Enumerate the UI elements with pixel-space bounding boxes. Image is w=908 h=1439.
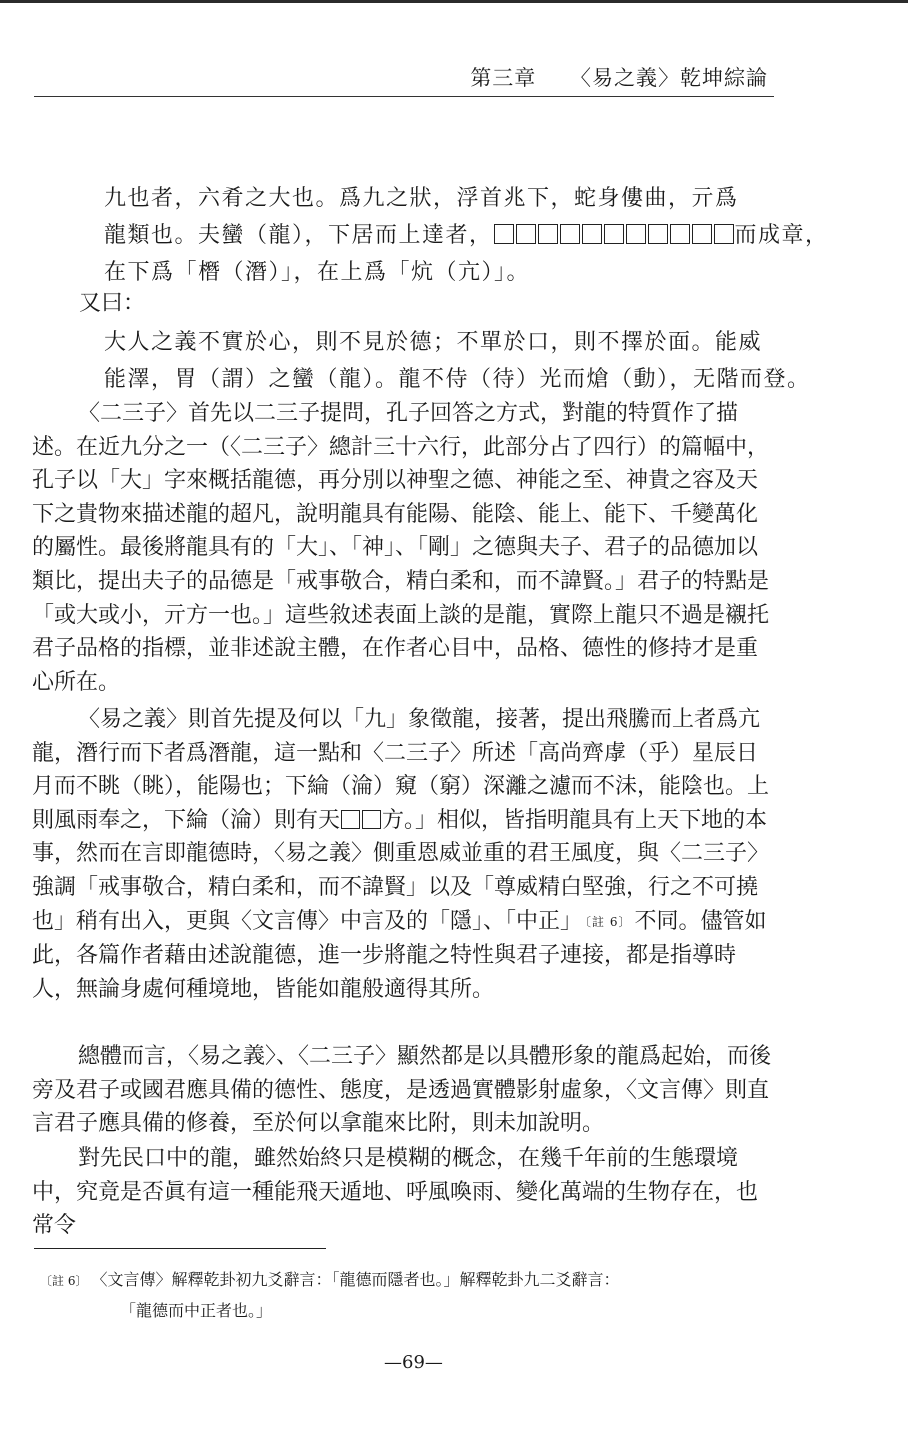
paragraph-4 <box>32 1142 777 1243</box>
paragraph-3 <box>32 1040 777 1141</box>
missing-char-box <box>604 224 624 244</box>
footnote-ref[interactable]: 〔註 6〕 <box>585 914 632 929</box>
paragraph-2 <box>32 703 777 1006</box>
missing-char-box <box>714 224 734 244</box>
missing-char-box <box>341 810 360 829</box>
quote2-line2: 能澤，胃（謂）之蠻（龍）。龍不侍（待）光而熗（動），无階而登。 <box>104 367 811 392</box>
paragraph-2-text-a: 〈易之義〉則首先提及何以「九」象徵龍，接著，提出飛騰而上者爲亢龍，潛行而下者爲潛龍，這一點和〈二三子〉所述「高尚齊虖（乎）星辰日月而不眺（眺），能陽也；下綸（淪）窺（窮）深灕之濾而不沬，能陰也。上則風雨奉之，下綸（淪）則有天 <box>32 707 770 833</box>
running-header <box>470 62 768 92</box>
paragraph-2-text-c: 不同。儘管如此，各篇作者藉由述說龍德，進一步將龍之特性與君子連接，都是指導時人，無論身處何種境地，皆能如龍般適得其所。 <box>32 908 767 1002</box>
footnote-mark: 〔註 6〕 <box>40 1274 88 1288</box>
header-rule <box>34 96 774 97</box>
quote1-line1: 九也者，六肴之大也。爲九之狀，浮首兆下，蛇身僂曲，亓爲 <box>104 186 739 211</box>
missing-char-box <box>582 224 602 244</box>
page-number: —69— <box>384 1352 443 1373</box>
paragraph-4-text: 對先民口中的龍，雖然始終只是模糊的概念，在幾千年前的生態環境中，究竟是否眞有這一種能飛天遁地、呼風喚雨、變化萬端的生物存在，也常令 <box>32 1146 759 1239</box>
missing-char-box <box>626 224 646 244</box>
missing-char-box <box>560 224 580 244</box>
missing-characters <box>493 223 735 248</box>
missing-char-box <box>362 810 381 829</box>
footnote-line2: 「龍德而中正者也。」 <box>120 1301 273 1320</box>
missing-char-box <box>516 224 536 244</box>
missing-char-box <box>538 224 558 244</box>
paragraph-1-text: 〈二三子〉首先以二三子提問，孔子回答之方式，對龍的特質作了描述。在近九分之一（〈二三子〉總計三十六行，此部分占了四行）的篇幅中，孔子以「大」字來概括龍德，再分別以神聖之德、神能之至、神貴之容及天下之貴物來描述龍的超凡，說明龍具有能陽、能陰、能上、能下、千變萬化的屬性。最後將龍具有的「大」、「神」、「剛」之德與夫子、君子的品德加以類比，提出夫子的品德是「戒事敬合，精白柔和，而不諱賢。」君子的特點是「或大或小，亓方一也。」這些敘述表面上談的是龍，實際上龍只不過是襯托君子品格的指標，並非述說主體，在作者心目中，品格、德性的修持才是重心所在。 <box>32 401 770 695</box>
paragraph-1 <box>32 397 777 699</box>
missing-char-box <box>648 224 668 244</box>
footnote <box>40 1265 780 1326</box>
chapter-title: 〈易之義〉乾坤綜論 <box>570 66 768 90</box>
missing-char-box <box>670 224 690 244</box>
missing-char-box <box>692 224 712 244</box>
quote1-line2 <box>104 218 829 249</box>
quote1-line2-end: 而成章， <box>734 223 829 248</box>
you-yue-label: 又曰： <box>79 291 146 316</box>
top-border-rule <box>0 0 908 3</box>
quote1-line3: 在下爲「橬（潛）」，在上爲「炕（亢）」。 <box>104 260 531 285</box>
quote2-line1: 大人之義不實於心，則不見於德；不單於口，則不擇於面。能威 <box>104 330 763 355</box>
quote1-line2-start: 龍類也。夫蠻（龍），下居而上達者， <box>104 223 493 248</box>
footnote-line1: 〈文言傳〉解釋乾卦初九爻辭言：「龍德而隱者也。」解釋乾卦九二爻辭言： <box>99 1270 620 1289</box>
footnote-rule <box>34 1248 326 1249</box>
missing-char-box <box>494 224 514 244</box>
paragraph-3-text: 總體而言，〈易之義〉、〈二三子〉顯然都是以具體形象的龍爲起始，而後旁及君子或國君應具備的德性、態度，是透過實體影射虛象，〈文言傳〉則直言君子應具備的修養，至於何以拿龍來比附，則未加說明。 <box>32 1044 772 1137</box>
chapter-label: 第三章 <box>470 66 537 90</box>
paragraph-2-text-b: 方。」相似，皆指明龍具有上天下地的本事，然而在言即龍德時，〈易之義〉側重恩威並重的君王風度，與〈二三子〉強調「戒事敬合，精白柔和，而不諱賢」以及「尊威精白堅強，行之不可撓也」稍有出入，更與〈文言傳〉中言及的「隱」、「中正」 <box>32 807 770 934</box>
